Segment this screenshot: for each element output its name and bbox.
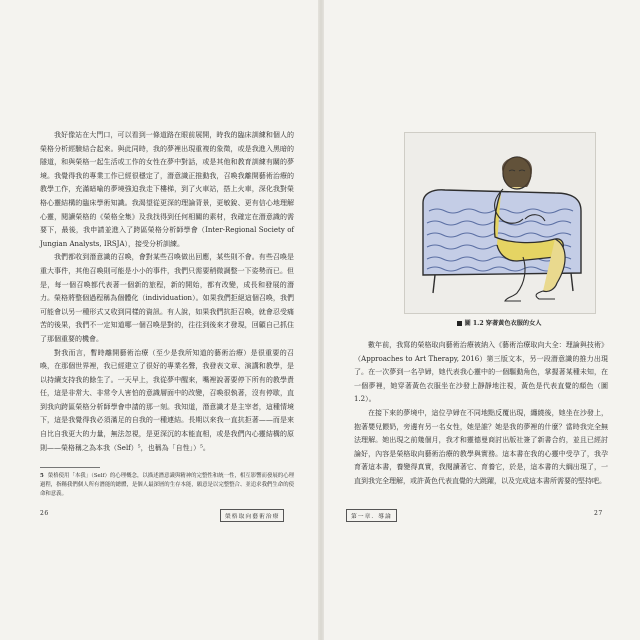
page-number-left: 26 <box>40 510 49 517</box>
paragraph: 對我而言，暫時離開藝術治療（至少是我所知道的藝術治療）是很重要的召喚，在那個世界裡，我已經建立了很好的專業名聲，我發表文章、演講和教學，是以持續支持我的餘生了。一天早上，我從夢中醒來，嘴裡說著要停下所有的教學責任，這是非常大、非常令人害怕的意識層面中的改變，召喚很執著，沒有停歇，直到我向跨區榮格分析師學會申請的那一刻。我知道，潛意識才是主宰者，這種情境下，這是我覺得我必須滿足的自我的一種連結。長期以來我一直抗拒著——而是來自比自我更大的力量，無法忽視，是更深沉的本能直相，或是我們內心靈結構的原則——榮格稱之為本我（Self）⁵，也稱為「自性」）⁵。 <box>40 348 294 452</box>
caption-square-icon <box>457 321 462 326</box>
footnote-text: 榮格使用「本我」（Self）的心理概念，以描述潛意識與精神的完整性和統一性，相互影響而發展的心理過程，指稱我們個人所有潛能的總體，是個人最深層的生存本能，願意是以完整整合、並追求我們生命的使命和意義。 <box>40 473 294 497</box>
footnote-divider <box>40 467 100 468</box>
figure-painting <box>404 132 596 314</box>
page-number-right: 27 <box>594 510 603 517</box>
right-page <box>324 0 640 640</box>
paragraph: 我好像站在大門口，可以看到一條道路在眼前展開，時我的臨床訓練和個人的榮格分析經驗結合起來。與此同時，我的夢裡出現重複的象徵，或是我進入黑暗的隧道，和與榮格一起生活或工作的女性在夢中對話，或是其他和教育訓練有關的夢境。我覺得我的專業工作已經很穩定了，潛意識正推動我，召喚我離開藝術治療的教學工作，充滿暗喻的夢境強迫我走下樓梯，到了火車站，搭上火車，深化我對榮格心靈結構的臨床學術知識。我渴望從更深的理論背景，更敏銳、更有信心地理解心靈，閱讀榮格的《榮格全集》及我找得到任何相關的素材，我確定在潛意識的需要下，最後，我申請並進入了跨區榮格分析師學會（Inter-Regional Society of Jungian Analysts, IRSJA），接受分析訓練。 <box>40 131 294 248</box>
left-page <box>0 0 318 640</box>
running-head-right: 第一章．導論 <box>346 509 397 522</box>
paragraph: 在接下來的夢境中，這位孕婦在不同地點反覆出現，纏繞後，她坐在沙發上，抱著嬰兒餵奶，旁邊有另一名女性，她是誰？她是我的夢裡的什麼？當時我完全無法理解。她出現之前幾個月，我才和靈德曼商討出版社簽了新書合約，並且已經討論好，內容是榮格取向藝術治療的教學與實務。這本書在我的心靈中受孕了，我孕育著這本書，養變得真實，我閱讀著它、育養它，於是，這本書的大綱出現了，一直到我完全理解，或許黃色代表直覺的大跳躍，以及完成這本書所需要的堅持吧。 <box>354 408 608 485</box>
footnote-mark: 5 <box>40 473 44 479</box>
figure-caption <box>404 318 594 327</box>
caption-text: 圖 1.2 穿著黃色衣服的女人 <box>464 320 542 327</box>
right-body-text <box>354 339 608 489</box>
left-body-text <box>40 129 294 455</box>
running-head-left: 榮格取向藝術治療 <box>220 509 284 522</box>
footnote <box>40 472 294 499</box>
paragraph: 數年前，我寫的榮格取向藝術治療被納入《藝術治療取向大全：理論與技術》（Approaches to Art Therapy, 2016）第三版文本，另一段潛意識的推力出現了。在一次夢到一名孕婦，她代表我心靈中的一個驅動角色，掌握著某種未知，在一個夢裡，她穿著黃色衣服坐在沙發上靜靜地注視，黃色是代表直覺的顏色（圖 1.2）。 <box>354 341 608 404</box>
woman-in-yellow-painting <box>405 133 595 313</box>
paragraph: 我們都收到潛意識的召喚，會對某些召喚做出回應，某些則不會。有些召喚是重大事件，其他召喚則可能是小小的事件，我們只需要稍微調整一下姿勢而已。但是，每一個召喚都代表著一個新的旅程，新的開始，都有改變，成長和發展的潛力。榮格將整個過程稱為個體化（individuation）。如果我們拒絕這個召喚，我們可能會以另一種形式又收到同樣的資訊。有人說，如果我們抗拒召喚，就會忍受痛苦的後果，我們不一定知道哪一個召喚是對的，往往到後來才發現，回顧自己抓住了那個重要的機會。 <box>40 253 294 343</box>
